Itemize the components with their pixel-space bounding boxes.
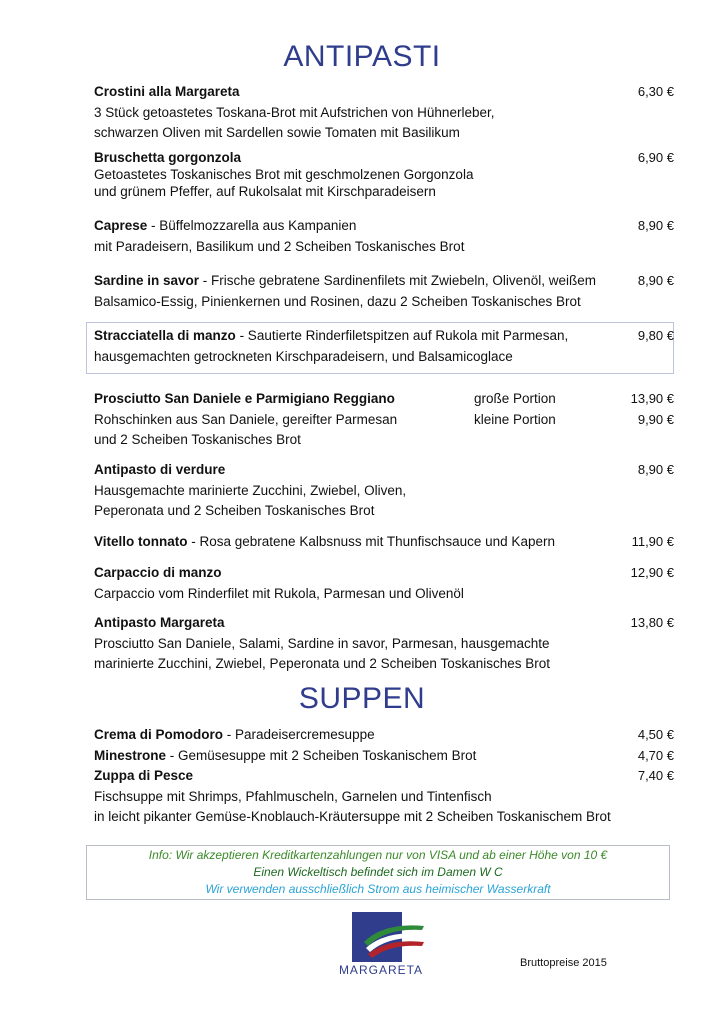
- item-name: Antipasto di verdure: [94, 462, 226, 477]
- item-price: 4,50 €: [637, 727, 674, 742]
- footer-note: Bruttopreise 2015: [520, 957, 607, 969]
- item-name: Bruschetta gorgonzola: [94, 150, 242, 165]
- item-name: Crostini alla Margareta: [94, 84, 240, 99]
- menu-item-zuppa-di-pesce: [94, 766, 674, 787]
- menu-item-crostini: [94, 82, 674, 144]
- item-name: Stracciatella di manzo: [94, 328, 236, 343]
- menu-item-bruschetta: [94, 149, 674, 200]
- item-name: Minestrone: [94, 747, 167, 763]
- item-name: Vitello tonnato: [94, 534, 188, 549]
- suppen-title: SUPPEN: [298, 682, 426, 715]
- item-inline-desc: - Sautierte Rinderfiletspitzen auf Rukola mit Parmesan,: [235, 328, 569, 343]
- menu-item-verdure: [94, 460, 674, 522]
- item-desc: Hausgemachte marinierte Zucchini, Zwiebel, Oliven,: [94, 482, 407, 498]
- item-desc: 3 Stück getoastetes Toskana-Brot mit Aufstrichen von Hühnerleber,: [94, 104, 495, 120]
- item-name: Caprese: [94, 218, 148, 233]
- menu-item-vitello: [94, 532, 674, 553]
- item-desc: Getoastetes Toskanisches Brot mit geschmolzenen Gorgonzola: [94, 167, 474, 182]
- item-price: 11,90 €: [631, 534, 674, 549]
- item-desc: in leicht pikanter Gemüse-Knoblauch-Kräutersuppe mit 2 Scheiben Toskanischem Brot: [94, 809, 611, 824]
- info-line-payment: Info: Wir akzeptieren Kreditkartenzahlungen nur von VISA und ab einer Höhe von 10 €: [148, 848, 608, 862]
- item-desc: und grünem Pfeffer, auf Rukolsalat mit Kirschparadeisern: [94, 184, 436, 199]
- portion-small: kleine Portion: [474, 411, 556, 427]
- item-desc: Fischsuppe mit Shrimps, Pfahlmuscheln, Garnelen und Tintenfisch: [94, 788, 492, 804]
- item-name: Sardine in savor: [94, 273, 200, 288]
- menu-item-sardine: [94, 271, 674, 312]
- item-inline-desc: - Paradeisercremesuppe: [223, 727, 375, 742]
- item-price: 4,70 €: [637, 747, 674, 763]
- item-price-small: 9,90 €: [637, 411, 674, 427]
- suppen-list: [94, 725, 674, 828]
- item-name: Crema di Pomodoro: [94, 727, 224, 742]
- item-desc: schwarzen Oliven mit Sardellen sowie Tomaten mit Basilikum: [94, 125, 460, 140]
- item-price: 6,30 €: [637, 84, 674, 99]
- item-price: 6,90 €: [637, 150, 674, 165]
- item-price: 12,90 €: [630, 565, 674, 580]
- portion-large: große Portion: [474, 391, 556, 406]
- item-desc: Balsamico-Essig, Pinienkernen und Rosinen, dazu 2 Scheiben Toskanisches Brot: [94, 293, 581, 309]
- item-desc: und 2 Scheiben Toskanisches Brot: [94, 432, 301, 447]
- info-line-power: Wir verwenden ausschließlich Strom aus heimischer Wasserkraft: [205, 882, 551, 896]
- item-inline-desc: - Büffelmozzarella aus Kampanien: [147, 218, 357, 233]
- menu-item-caprese: [94, 216, 674, 257]
- item-desc: Prosciutto San Daniele, Salami, Sardine in savor, Parmesan, hausgemachte: [94, 635, 550, 651]
- menu-item-minestrone: [94, 746, 674, 767]
- item-price: 8,90 €: [637, 462, 674, 477]
- item-price: 13,80 €: [630, 615, 674, 630]
- logo-text: MARGARETA: [338, 963, 424, 977]
- item-name: Carpaccio di manzo: [94, 565, 222, 580]
- item-name: Zuppa di Pesce: [94, 768, 194, 783]
- menu-item-crema-di-pomodoro: [94, 725, 674, 746]
- info-box: [86, 845, 670, 900]
- item-price: 7,40 €: [637, 768, 674, 783]
- item-name: Antipasto Margareta: [94, 615, 225, 630]
- item-desc: hausgemachten getrockneten Kirschparadeisern, und Balsamicoglace: [94, 348, 513, 364]
- item-desc: marinierte Zucchini, Zwiebel, Peperonata und 2 Scheiben Toskanisches Brot: [94, 656, 551, 671]
- item-inline-desc: - Rosa gebratene Kalbsnuss mit Thunfischsauce und Kapern: [187, 534, 555, 549]
- menu-item-stracciatella: [94, 326, 674, 367]
- item-inline-desc: - Frische gebratene Sardinenfilets mit Zwiebeln, Olivenöl, weißem: [199, 273, 596, 288]
- item-price: 9,80 €: [637, 328, 674, 343]
- item-desc: Rohschinken aus San Daniele, gereifter Parmesan: [94, 411, 398, 427]
- item-price: 8,90 €: [637, 218, 674, 233]
- menu-item-prosciutto: [94, 389, 674, 451]
- menu-item-antipasto-margareta: [94, 613, 674, 675]
- item-name: Prosciutto San Daniele e Parmigiano Reggiano: [94, 391, 395, 406]
- info-line-changing-table: Einen Wickeltisch befindet sich im Damen W C: [253, 865, 503, 879]
- item-desc: Peperonata und 2 Scheiben Toskanisches Brot: [94, 503, 375, 518]
- item-price: 13,90 €: [630, 391, 674, 406]
- menu-item-carpaccio: [94, 563, 674, 604]
- antipasti-title: ANTIPASTI: [283, 40, 441, 73]
- item-inline-desc: - Gemüsesuppe mit 2 Scheiben Toskanischem Brot: [166, 747, 477, 763]
- item-desc: mit Paradeisern, Basilikum und 2 Scheiben Toskanisches Brot: [94, 238, 465, 254]
- item-price: 8,90 €: [637, 273, 674, 288]
- item-desc: Carpaccio vom Rinderfilet mit Rukola, Parmesan und Olivenöl: [94, 585, 464, 601]
